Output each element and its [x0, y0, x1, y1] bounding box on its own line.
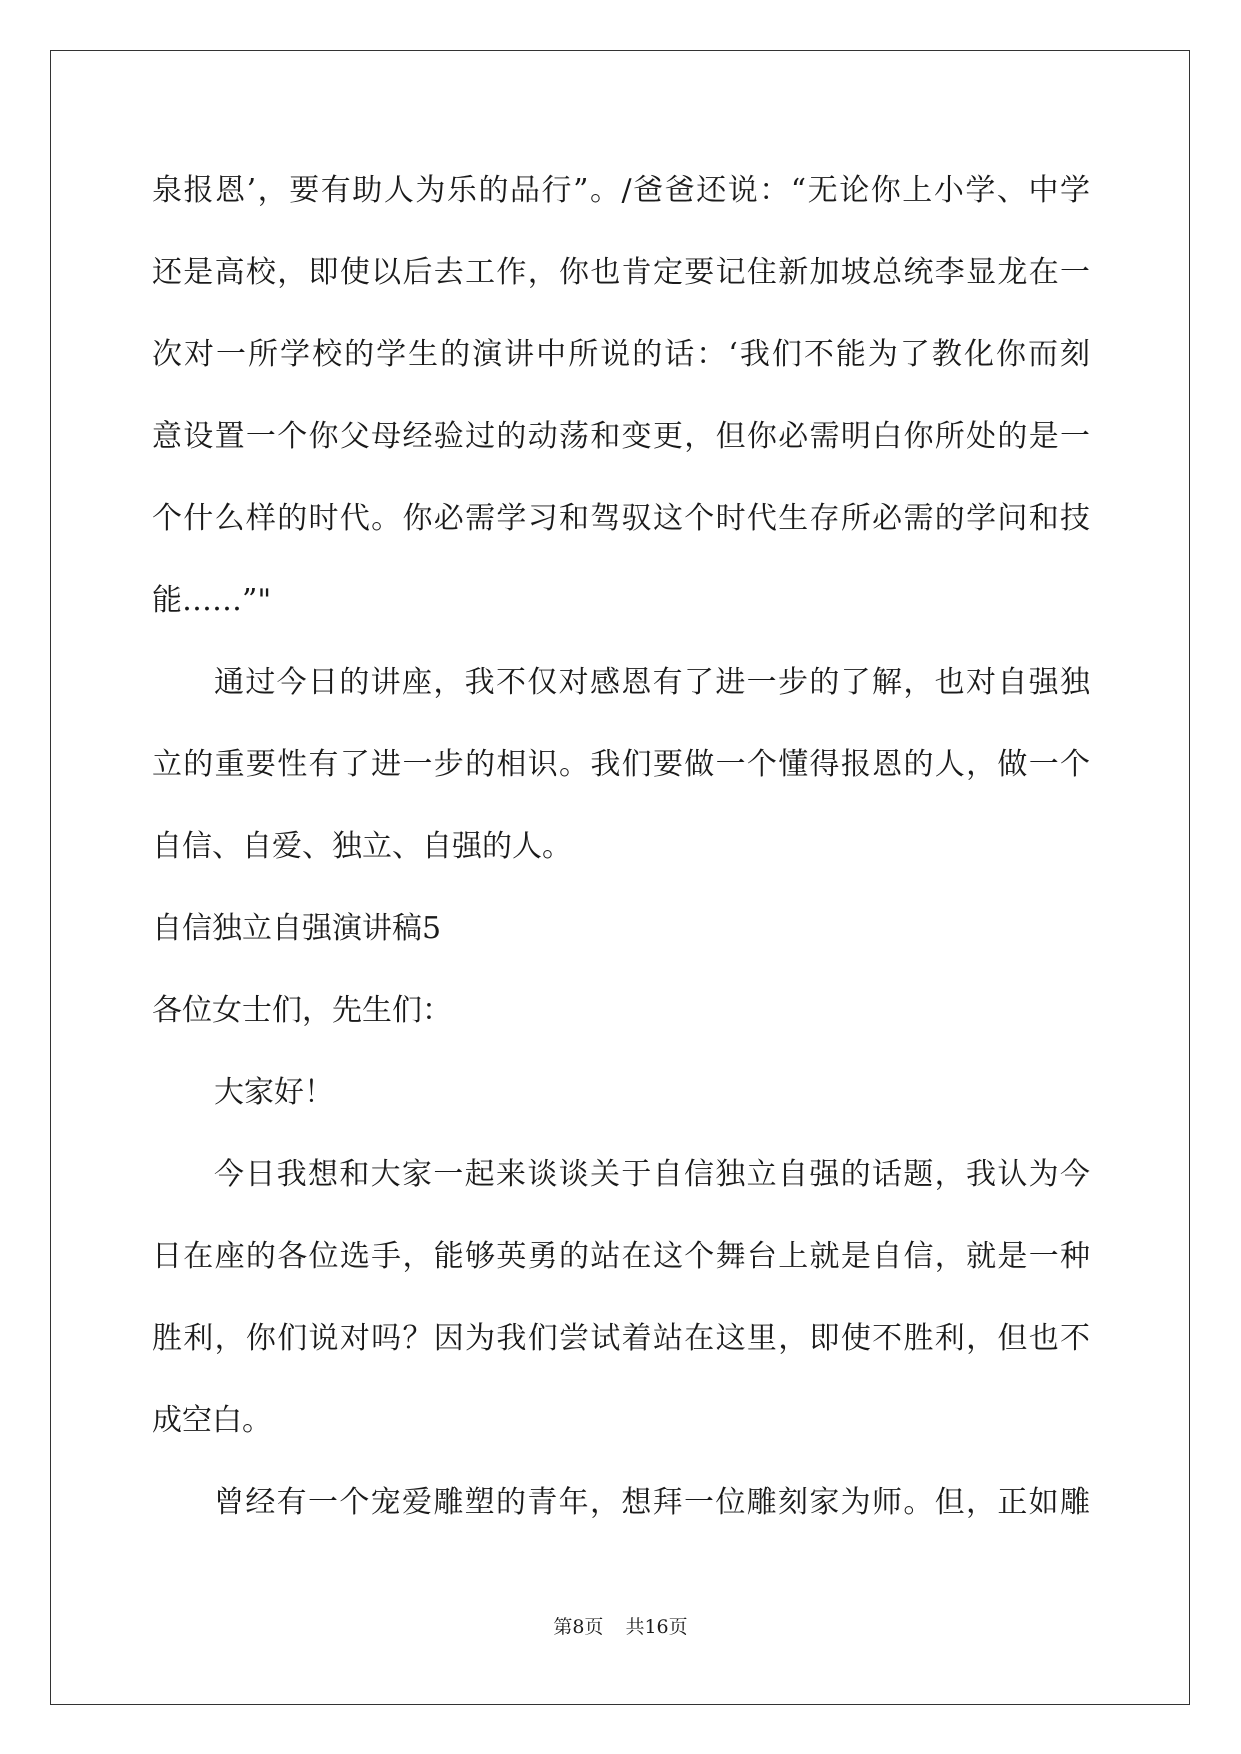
text-line-5: 个什么样的时代。你必需学习和驾驭这个时代生存所必需的学问和技: [152, 501, 1090, 536]
text-line-3: 次对一所学校的学生的演讲中所说的话：‘我们不能为了教化你而刻: [152, 337, 1090, 372]
text-line-16: 成空白。: [152, 1403, 272, 1438]
text-line-17: 曾经有一个宠爱雕塑的青年，想拜一位雕刻家为师。但，正如雕: [214, 1485, 1090, 1520]
text-line-2: 还是高校，即使以后去工作，你也肯定要记住新加坡总统李显龙在一: [152, 255, 1090, 290]
salutation: 各位女士们，先生们：: [152, 993, 452, 1028]
text-line-1: 泉报恩’，要有助人为乐的品行”。/爸爸还说：“无论你上小学、中学: [152, 173, 1090, 208]
text-line-6: 能……”": [152, 583, 272, 618]
text-line-8: 立的重要性有了进一步的相识。我们要做一个懂得报恩的人，做一个: [152, 747, 1090, 782]
text-line-14: 日在座的各位选手，能够英勇的站在这个舞台上就是自信，就是一种: [152, 1239, 1090, 1274]
greeting: 大家好！: [214, 1075, 334, 1110]
page-number: 第8页: [553, 1616, 604, 1638]
document-body: [152, 150, 1090, 1544]
text-line-7: 通过今日的讲座，我不仅对感恩有了进一步的了解，也对自强独: [214, 665, 1090, 700]
page-total: 共16页: [625, 1616, 688, 1638]
page-footer: [0, 1612, 1241, 1639]
text-line-9: 自信、自爱、独立、自强的人。: [152, 829, 572, 864]
text-line-15: 胜利，你们说对吗？因为我们尝试着站在这里，即使不胜利，但也不: [152, 1321, 1090, 1356]
section-heading: 自信独立自强演讲稿5: [152, 911, 442, 946]
text-line-13: 今日我想和大家一起来谈谈关于自信独立自强的话题，我认为今: [214, 1157, 1090, 1192]
text-line-4: 意设置一个你父母经验过的动荡和变更，但你必需明白你所处的是一: [152, 419, 1090, 454]
